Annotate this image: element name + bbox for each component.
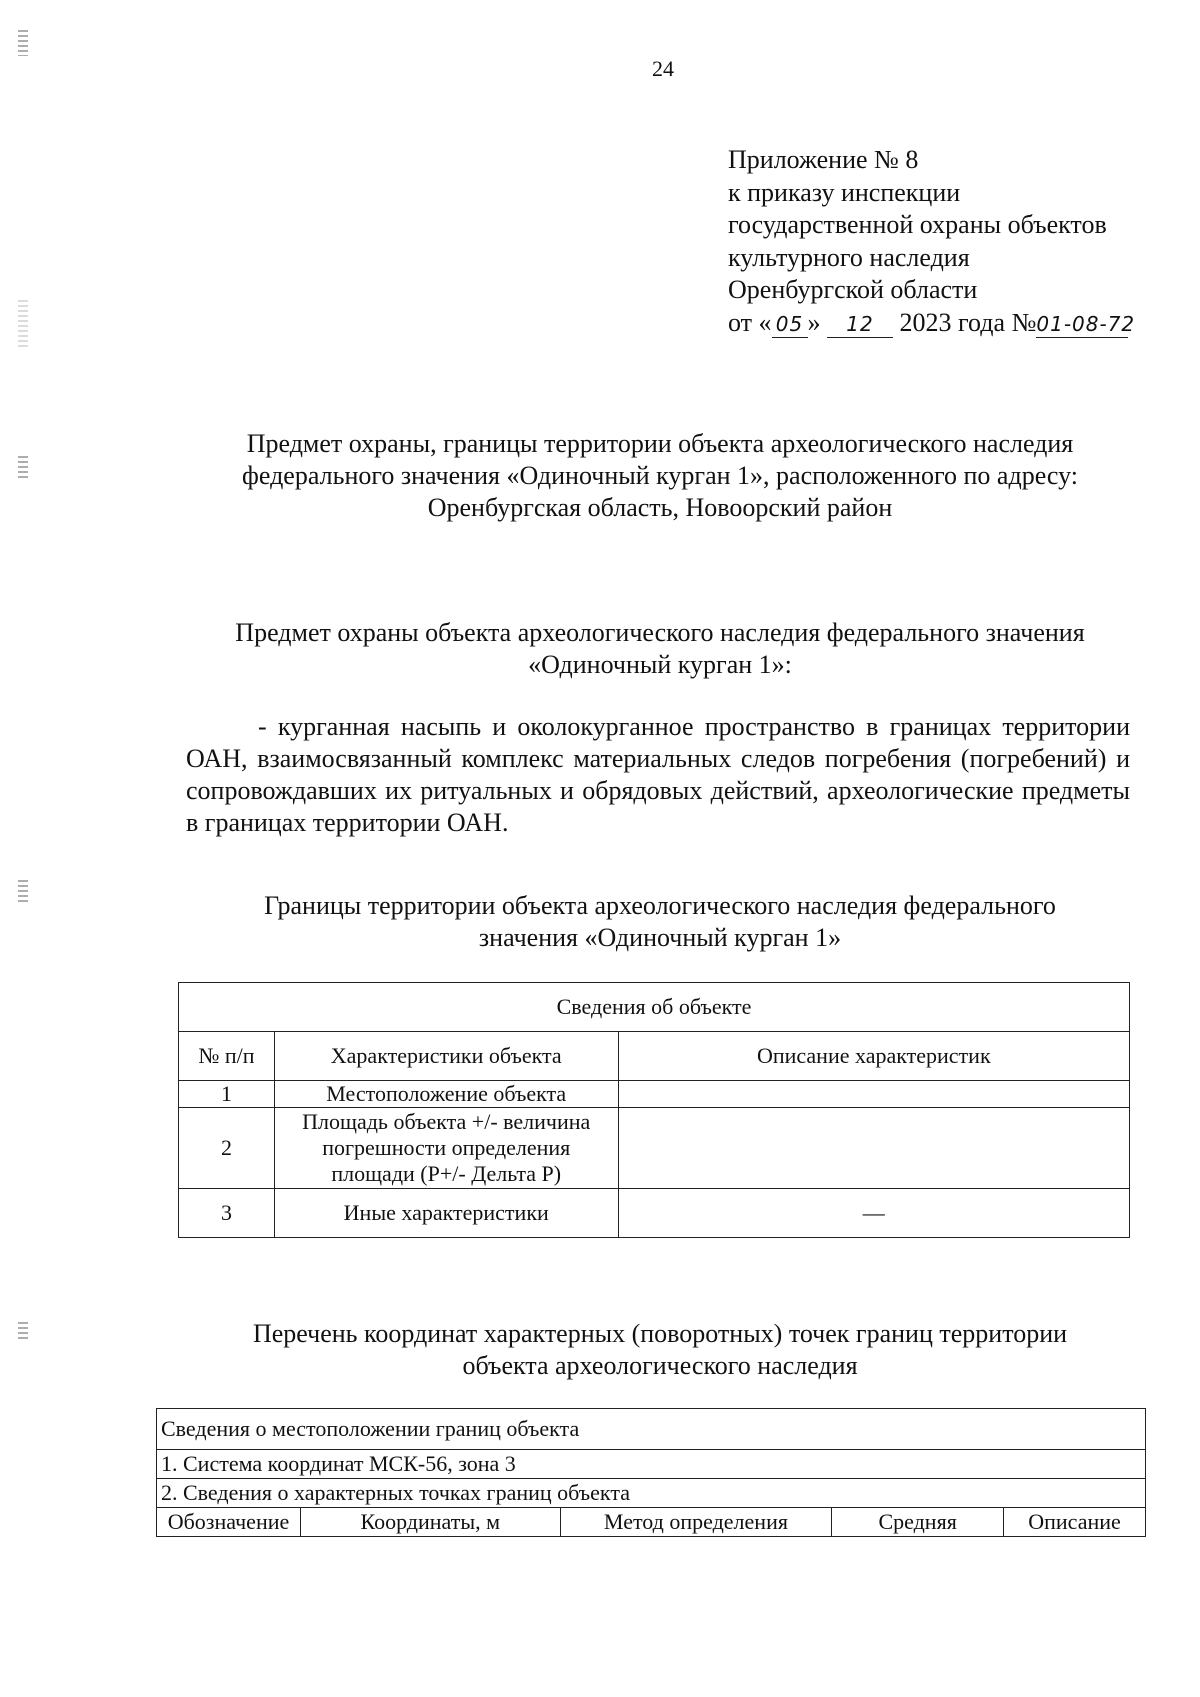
appendix-line: к приказу инспекции	[728, 177, 961, 207]
row-description	[618, 1108, 1129, 1189]
row-characteristic: Площадь объекта +/- величина погрешности определения площади (Р+/- Дельта Р)	[274, 1108, 618, 1189]
table-caption: Сведения об объекте	[179, 983, 1130, 1032]
subject-title	[160, 617, 1160, 681]
date-mid: »	[807, 307, 828, 337]
row-number: 3	[179, 1189, 275, 1238]
object-info-table	[178, 982, 1130, 1238]
row-characteristic: Иные характеристики	[274, 1189, 618, 1238]
page-number: 24	[652, 56, 674, 81]
row-number: 2	[179, 1108, 275, 1189]
coords-title	[160, 1318, 1160, 1382]
date-prefix: от «	[728, 307, 772, 337]
subject-title-line: Предмет охраны объекта археологического наследия федерального значения	[235, 618, 1085, 647]
subject-text: - курганная насыпь и околокурганное пространство в границах территории ОАН, взаимосвязанный комплекс материальных следов погребения (погребений) и сопровождавших их ритуальных и обрядовых действий, археологические предметы в границах территории ОАН.	[186, 712, 1130, 837]
date-day: 05	[772, 311, 808, 338]
table-header: Описание характеристик	[618, 1032, 1129, 1081]
scan-artifact	[18, 456, 28, 480]
coords-header: Обозначение	[157, 1508, 301, 1537]
scan-artifact	[18, 30, 28, 56]
row-description	[618, 1081, 1129, 1108]
table-header: Характеристики объекта	[274, 1032, 618, 1081]
scan-artifact	[18, 300, 28, 350]
scan-artifact	[18, 880, 28, 904]
order-number: 01-08-72	[1036, 311, 1136, 336]
boundaries-title	[160, 890, 1160, 954]
coords-header: Средняя	[832, 1508, 1004, 1537]
date-month: 12	[827, 311, 893, 338]
main-title-line: Оренбургская область, Новоорский район	[427, 493, 893, 522]
appendix-line: государственной охраны объектов	[728, 210, 1107, 239]
main-title	[160, 428, 1160, 524]
appendix-date-line	[728, 307, 1136, 340]
coords-title-line: объекта археологического наследия	[462, 1351, 858, 1380]
coords-row: 2. Сведения о характерных точках границ объекта	[157, 1479, 1146, 1508]
table-row	[179, 1189, 1130, 1238]
row-characteristic: Местоположение объекта	[274, 1081, 618, 1108]
coords-row: 1. Система координат МСК-56, зона 3	[157, 1450, 1146, 1479]
main-title-line: федерального значения «Одиночный курган 1», расположенного по адресу:	[242, 461, 1078, 490]
coords-row: Сведения о местоположении границ объекта	[157, 1409, 1146, 1450]
subject-paragraph	[186, 711, 1130, 839]
coords-header: Метод определения	[560, 1508, 832, 1537]
boundaries-title-line: Границы территории объекта археологического наследия федерального	[264, 891, 1056, 920]
coords-header: Описание	[1004, 1508, 1146, 1537]
row-number: 1	[179, 1081, 275, 1108]
table-header: № п/п	[179, 1032, 275, 1081]
table-row	[179, 1108, 1130, 1189]
appendix-line: Приложение № 8	[728, 145, 919, 174]
coords-title-line: Перечень координат характерных (поворотных) точек границ территории	[252, 1319, 1068, 1348]
table-row	[179, 1081, 1130, 1108]
date-year: 2023 года №	[893, 307, 1037, 337]
appendix-line: культурного наследия	[728, 242, 970, 272]
appendix-line: Оренбургской области	[728, 275, 978, 304]
coordinates-table	[156, 1408, 1146, 1537]
scan-artifact	[18, 1322, 28, 1342]
subject-title-line: «Одиночный курган 1»:	[528, 650, 792, 679]
boundaries-title-line: значения «Одиночный курган 1»	[478, 923, 842, 952]
appendix-header	[728, 144, 1136, 339]
coords-header: Координаты, м	[300, 1508, 560, 1537]
row-description: —	[618, 1189, 1129, 1238]
main-title-line: Предмет охраны, границы территории объекта археологического наследия	[246, 429, 1074, 458]
